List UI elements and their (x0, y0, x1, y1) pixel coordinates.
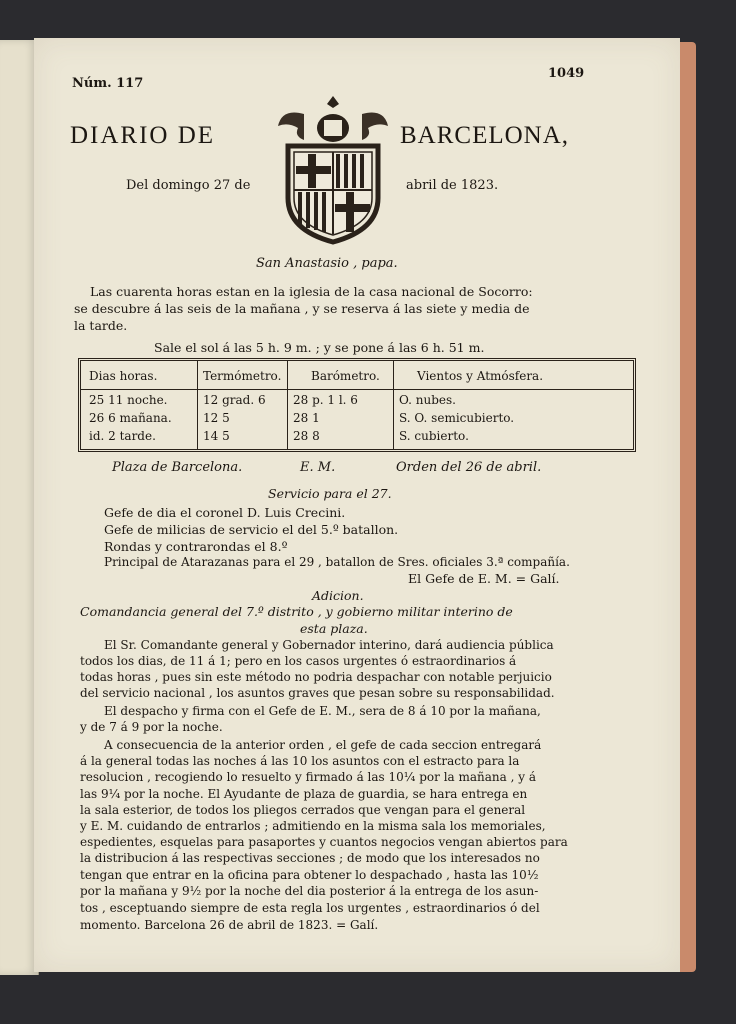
table-divider (197, 361, 198, 449)
page-number: 1049 (548, 66, 585, 81)
adicion-heading: esta plaza. (300, 621, 368, 636)
table-header-rule (81, 389, 633, 390)
plaza-em: E. M. (300, 460, 336, 475)
body-line: y E. M. cuidando de entrarlos ; admitiendo en la misma sala los memoriales, (80, 819, 546, 833)
masthead-title-right: BARCELONA, (400, 122, 570, 149)
issue-number: Núm. 117 (72, 76, 144, 91)
service-title: Servicio para el 27. (268, 486, 392, 501)
service-line: Rondas y contrarondas el 8.º (104, 539, 288, 554)
table-cell: S. O. semicubierto. (399, 411, 515, 425)
body-line: El Sr. Comandante general y Gobernador interino, dará audiencia pública (104, 638, 554, 652)
table-cell: 28 8 (293, 429, 320, 443)
order-date: Orden del 26 de abril. (396, 460, 542, 475)
body-line: las 9¼ por la noche. El Ayudante de plaza de guardia, se hara entrega en (80, 787, 528, 801)
table-cell: 12 5 (203, 411, 230, 425)
service-signature: El Gefe de E. M. = Galí. (408, 571, 560, 586)
adicion-heading: Comandancia general del 7.º distrito , y gobierno militar interino de (80, 604, 513, 619)
table-cell: 12 grad. 6 (203, 393, 266, 407)
service-line: Principal de Atarazanas para el 29 , batallon de Sres. oficiales 3.ª compañía. (104, 555, 570, 569)
forty-hours-line: la tarde. (74, 318, 128, 333)
date-right: abril de 1823. (406, 178, 499, 193)
table-cell: 26 6 mañana. (89, 411, 172, 425)
table-divider (393, 361, 394, 449)
table-header: Termómetro. (203, 369, 282, 383)
service-line: Gefe de dia el coronel D. Luis Crecini. (104, 505, 346, 520)
table-cell: 28 1 (293, 411, 320, 425)
body-line: la distribucion á las respectivas secciones ; de modo que los interesados no (80, 851, 540, 865)
masthead-title-left: DIARIO DE (70, 122, 216, 149)
date-left: Del domingo 27 de (126, 178, 251, 193)
saint-of-day: San Anastasio , papa. (256, 256, 398, 271)
barcelona-coat-of-arms-icon (274, 92, 392, 250)
forty-hours-line: Las cuarenta horas estan en la iglesia de la casa nacional de Socorro: (90, 284, 533, 299)
table-cell: 28 p. 1 l. 6 (293, 393, 358, 407)
body-line: A consecuencia de la anterior orden , el gefe de cada seccion entregará (104, 738, 542, 752)
table-cell: 14 5 (203, 429, 230, 443)
newspaper-page (34, 38, 680, 972)
table-header: Dias horas. (89, 369, 158, 383)
body-line: espedientes, esquelas para pasaportes y cuantos negocios vengan abiertos para (80, 835, 568, 849)
page-fore-edge (678, 42, 696, 972)
table-cell: 25 11 noche. (89, 393, 168, 407)
body-line: momento. Barcelona 26 de abril de 1823. = Galí. (80, 918, 379, 932)
table-header: Vientos y Atmósfera. (417, 369, 544, 383)
forty-hours-line: se descubre á las seis de la mañana , y se reserva á las siete y media de (74, 301, 530, 316)
table-cell: S. cubierto. (399, 429, 469, 443)
service-line: Gefe de milicias de servicio el del 5.º batallon. (104, 522, 399, 537)
body-line: y de 7 á 9 por la noche. (80, 720, 223, 734)
adicion-title: Adicion. (312, 588, 364, 603)
plaza-heading: Plaza de Barcelona. (112, 460, 243, 475)
table-divider (287, 361, 288, 449)
table-cell: id. 2 tarde. (89, 429, 156, 443)
weather-table (78, 358, 636, 452)
body-line: la sala esterior, de todos los pliegos cerrados que vengan para el general (80, 803, 526, 817)
body-line: tengan que entrar en la oficina para obtener lo despachado , hasta las 10½ (80, 868, 539, 882)
sun-times: Sale el sol á las 5 h. 9 m. ; y se pone á las 6 h. 51 m. (154, 340, 485, 355)
body-line: todas horas , pues sin este método no podria despachar con notable perjuicio (80, 670, 552, 684)
table-cell: O. nubes. (399, 393, 456, 407)
body-line: por la mañana y 9½ por la noche del dia posterior á la entrega de los asun- (80, 884, 539, 898)
body-line: del servicio nacional , los asuntos graves que pesan sobre su responsabilidad. (80, 686, 555, 700)
table-header: Barómetro. (311, 369, 380, 383)
body-line: á la general todas las noches á las 10 los asuntos con el estracto para la (80, 754, 520, 768)
body-line: resolucion , recogiendo lo resuelto y firmado á las 10¼ por la mañana , y á (80, 770, 536, 784)
body-line: tos , esceptuando siempre de esta regla los urgentes , estraordinarios ó del (80, 901, 540, 915)
body-line: todos los dias, de 11 á 1; pero en los casos urgentes ó estraordinarios á (80, 654, 517, 668)
body-line: El despacho y firma con el Gefe de E. M., sera de 8 á 10 por la mañana, (104, 704, 541, 718)
